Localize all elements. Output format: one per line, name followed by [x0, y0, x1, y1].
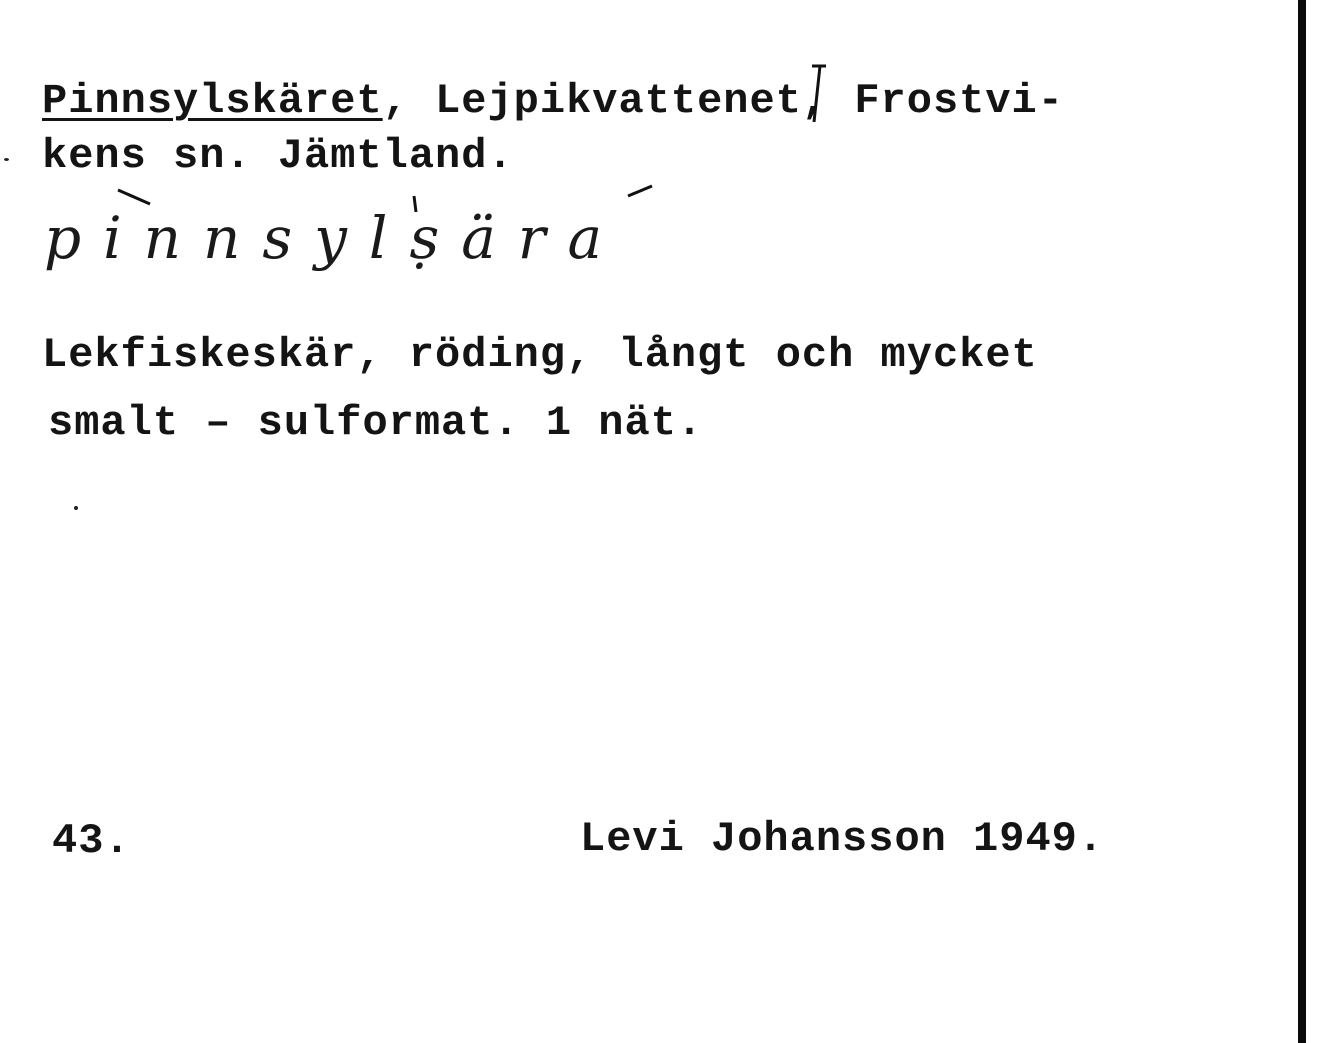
description-line-1: Lekfiskeskär, röding, långt och mycket — [42, 331, 1038, 379]
accent-mark-3 — [628, 186, 652, 196]
card-number: 43. — [52, 817, 131, 865]
ink-speck — [74, 506, 78, 510]
place-heading — [42, 78, 1064, 124]
place-name: Pinnsylskäret — [42, 77, 383, 125]
description-line-2: smalt – sulformat. 1 nät. — [48, 399, 704, 447]
ink-speck — [4, 158, 9, 161]
place-location: , Lejpikvattenet, Frostvi- — [382, 77, 1064, 125]
collector-signature: Levi Johansson 1949. — [580, 815, 1105, 863]
phonetic-transcription: pinnsylṣära — [44, 204, 625, 272]
card-edge — [1298, 0, 1306, 1043]
place-location-continued: kens sn. Jämtland. — [42, 132, 514, 180]
